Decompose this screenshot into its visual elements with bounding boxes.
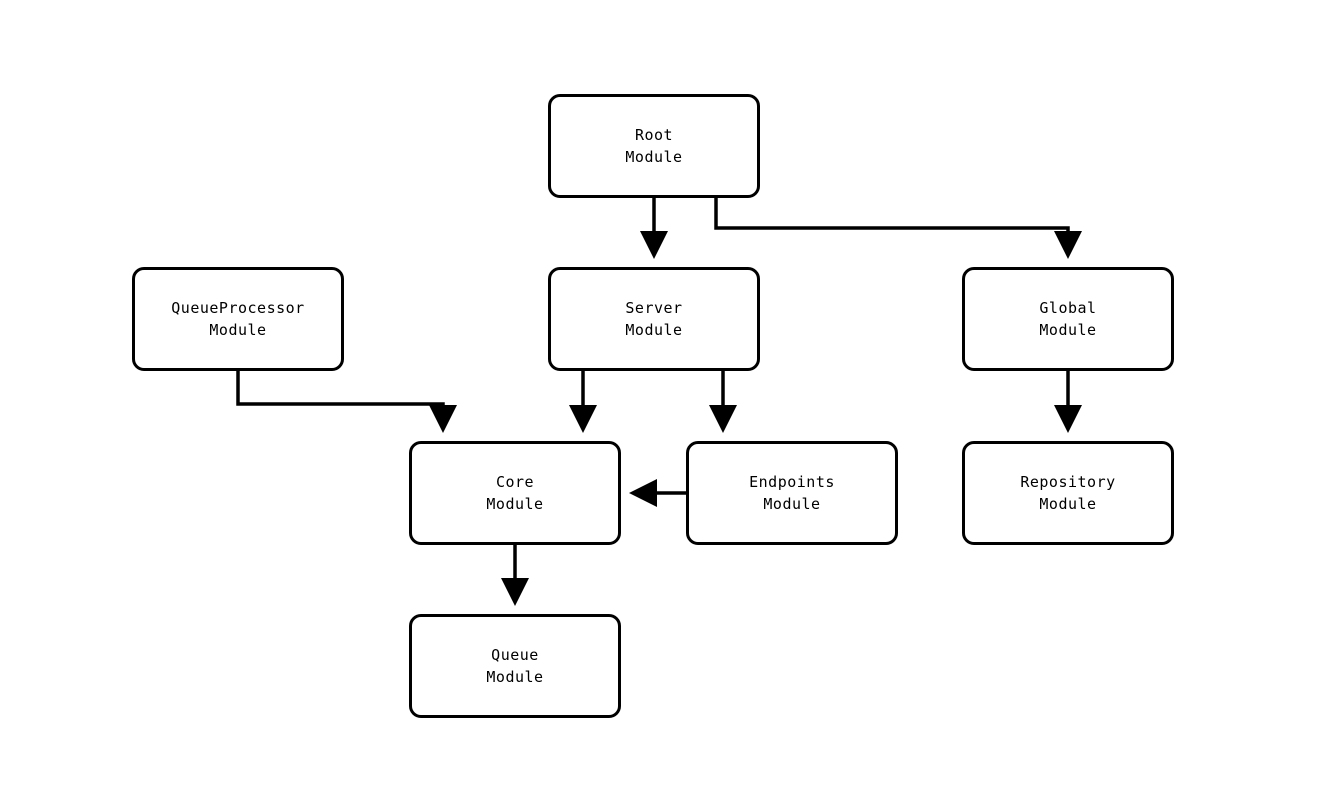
node-label-line1: Endpoints [749,473,835,491]
node-core-module[interactable] [409,441,621,545]
node-queue-module[interactable] [409,614,621,718]
node-label-line1: Global [1039,299,1097,317]
node-label-line2: Module [763,495,821,513]
node-label-line1: Repository [1020,473,1116,491]
node-endpoints-module[interactable] [686,441,898,545]
node-queueprocessor-module[interactable] [132,267,344,371]
node-label-line2: Module [209,321,267,339]
edge-queueprocessor-to-core [238,371,443,426]
node-label-line1: Root [634,126,674,144]
node-server-module[interactable] [548,267,760,371]
node-label-line2: Module [625,321,683,339]
node-root-module[interactable] [548,94,760,198]
edge-root-to-global [716,198,1068,252]
node-label-line1: Queue [491,646,539,664]
node-global-module[interactable] [962,267,1174,371]
node-label-line1: Core [495,473,535,491]
node-label-line2: Module [486,495,544,513]
node-label-line1: QueueProcessor [171,299,305,317]
node-label-line2: Module [1039,495,1097,513]
node-label-line1: Server [625,299,683,317]
node-label-line2: Module [1039,321,1097,339]
node-label-line2: Module [486,668,544,686]
node-repository-module[interactable] [962,441,1174,545]
node-label-line2: Module [625,148,683,166]
